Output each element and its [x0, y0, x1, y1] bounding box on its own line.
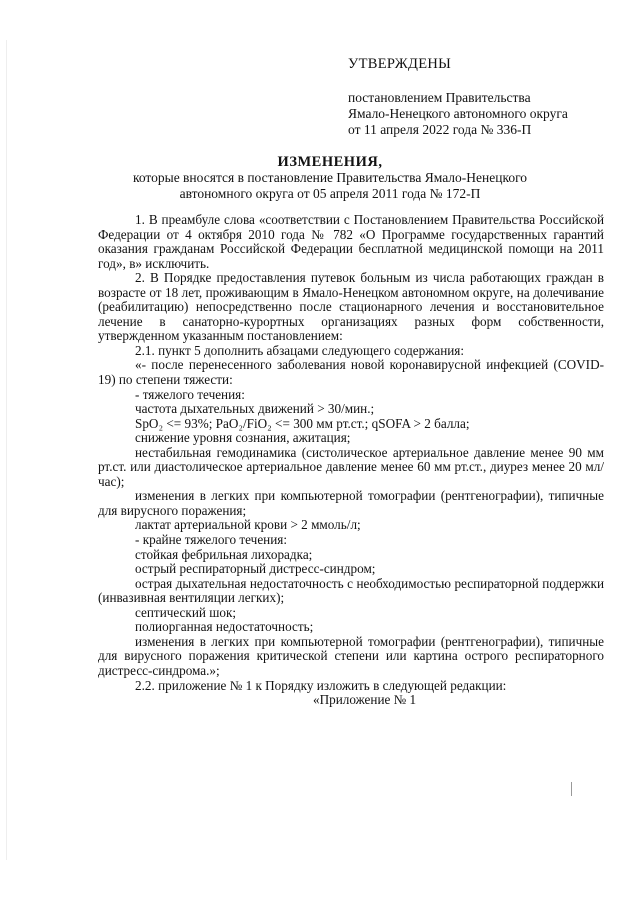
paragraph-2-1: 2.1. пункт 5 дополнить абзацами следующего содержания: [135, 342, 465, 358]
paragraph-fever: стойкая фебрильная лихорадка; [135, 546, 313, 562]
paragraph-ards: острый респираторный дистресс-синдром; [135, 561, 376, 577]
scan-edge-mark [6, 40, 7, 860]
paragraph-2: 2. В Порядке предоставления путевок больным из числа работающих граждан в возрасте от 18 лет, проживающим в Ямало-Ненецком автономном округе, на долечивание (реабилитацию) непосредственно после стационарного лечения и восстановительное лечение в санаторно-курортных организациях разных форм собственности, утвержденном указанным постановлением: [98, 270, 604, 344]
approval-heading: УТВЕРЖДЕНЫ [348, 56, 452, 72]
approval-line-1: постановлением Правительства [348, 90, 531, 105]
paragraph-resp-failure: острая дыхательная недостаточность с необходимостью респираторной поддержки (инвазивная вентиляции легких); [98, 575, 604, 606]
paragraph-severe: - тяжелого течения: [135, 386, 245, 402]
approval-block [348, 56, 618, 138]
paragraph-consciousness: снижение уровня сознания, ажитация; [135, 430, 351, 446]
paragraph-1: 1. В преамбуле слова «соответствии с Постановлением Правительства Российской Федерации от 4 октября 2010 года № 782 «О Программе государственных гарантий оказания гражданам Российской Федерации бесплатной медицинской помощи на 2011 год», в» исключить. [98, 212, 604, 271]
appendix-heading: «Приложение № 1 [313, 692, 417, 708]
document-title-block [60, 154, 600, 202]
document-subtitle-1: которые вносятся в постановление Правительства Ямало-Ненецкого [132, 170, 528, 185]
approval-line-3: от 11 апреля 2022 года № 336-П [348, 122, 532, 137]
paragraph-septic-shock: септический шок; [135, 604, 237, 620]
paragraph-ct-changes: изменения в легких при компьютерной томографии (рентгенографии), типичные для вирусного поражения; [98, 488, 604, 518]
scan-margin-mark [571, 782, 572, 796]
paragraph-hemodynamics: нестабильная гемодинамика (систолическое артериальное давление менее 90 мм рт.ст. или диастолическое артериальное давление менее 60 мм рт.ст., диурез менее 20 мл/час); [98, 444, 604, 489]
document-body [98, 213, 604, 708]
paragraph-organ-failure: полиорганная недостаточность; [135, 619, 314, 635]
paragraph-ct-critical: изменения в легких при компьютерной томографии (рентгенографии), типичные для вирусного поражения критической степени или картина острого респираторного дистресс-синдрома.»; [98, 633, 604, 678]
paragraph-spo2: SpO₂ <= 93%; PaO₂/FiO₂ <= 300 мм рт.ст.; qSOFA > 2 балла; [135, 415, 470, 431]
paragraph-extremely-severe: - крайне тяжелого течения: [135, 532, 288, 548]
document-title: ИЗМЕНЕНИЯ, [277, 154, 383, 170]
paragraph-covid-intro: «- после перенесенного заболевания новой коронавирусной инфекцией (COVID-19) по степени тяжести: [98, 357, 604, 388]
document-subtitle-2: автономного округа от 05 апреля 2011 года № 172-П [179, 186, 481, 201]
paragraph-resp-rate: частота дыхательных движений > 30/мин.; [135, 401, 375, 417]
approval-line-2: Ямало-Ненецкого автономного округа [348, 106, 568, 121]
paragraph-lactate: лактат артериальной крови > 2 ммоль/л; [135, 517, 361, 533]
paragraph-2-2: 2.2. приложение № 1 к Порядку изложить в следующей редакции: [135, 677, 507, 693]
